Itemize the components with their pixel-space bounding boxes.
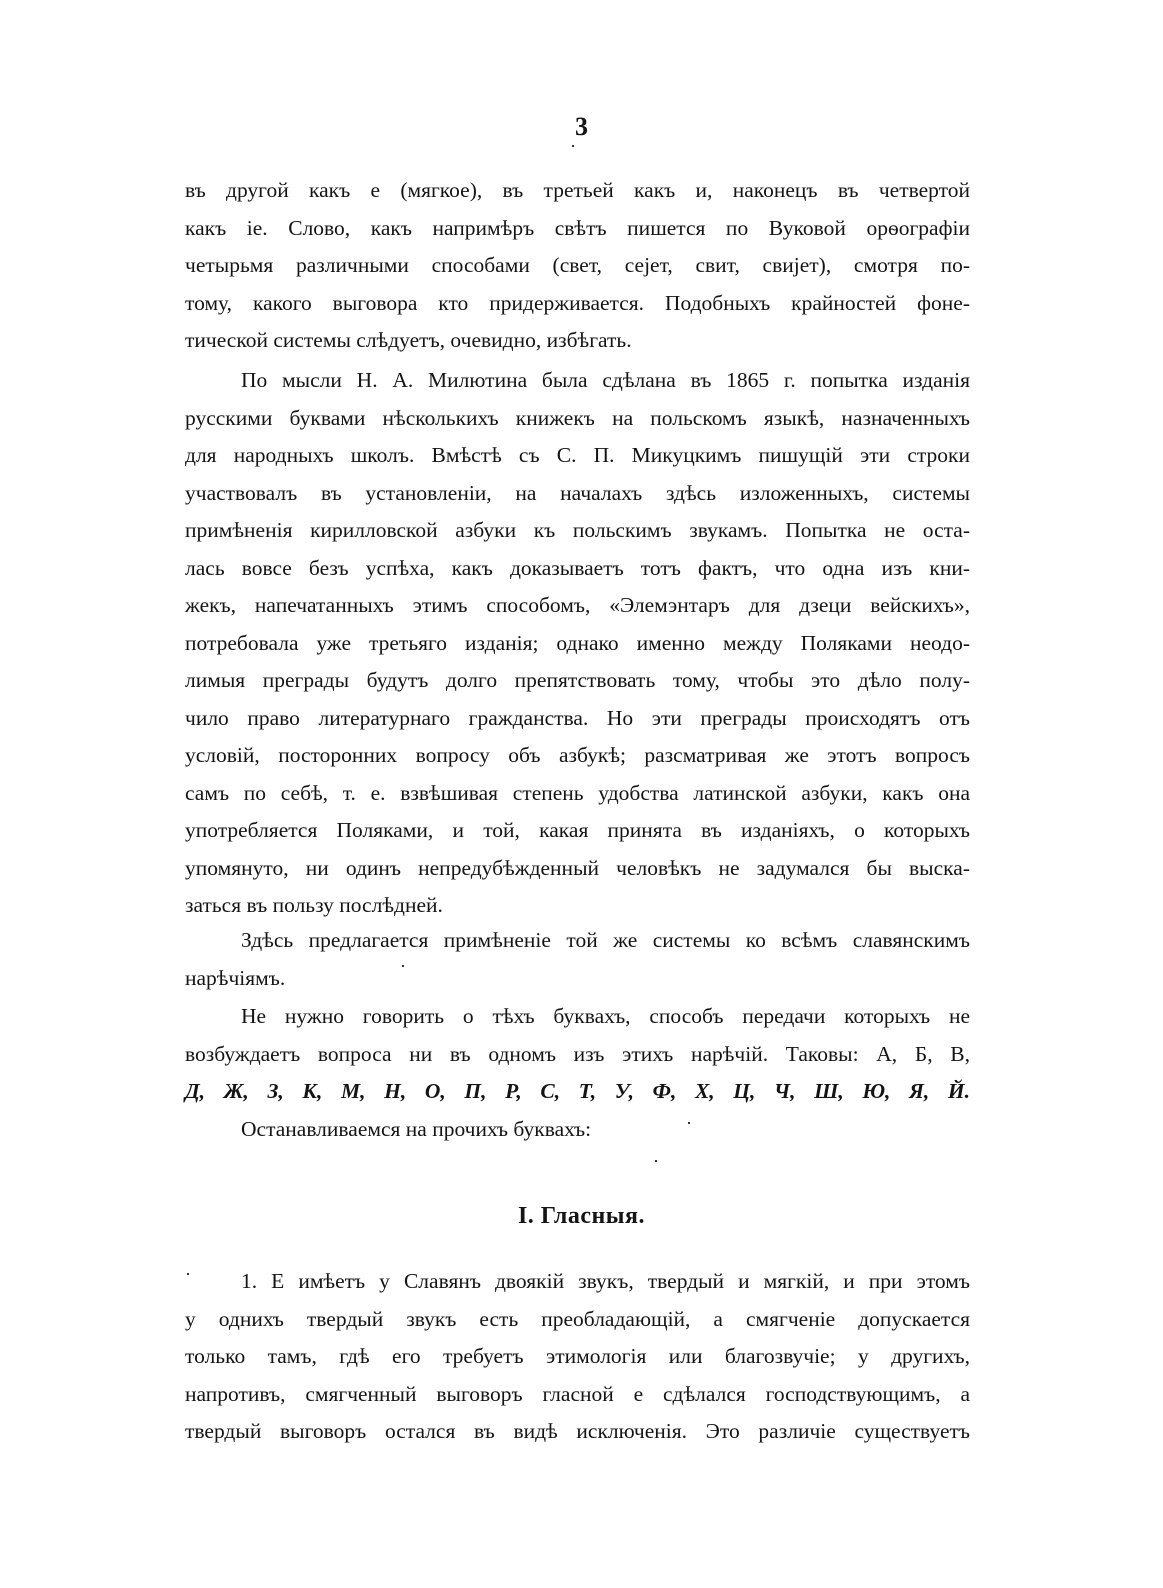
paragraph-2 — [185, 362, 970, 925]
scan-speck — [655, 1160, 657, 1162]
text-line: употребляется Поляками, и той, какая принята въ изданіяхъ, о которыхъ — [185, 818, 970, 842]
text-line: Здѣсь предлагается примѣненіе той же системы ко всѣмъ славянскимъ — [241, 928, 970, 952]
paragraph-4 — [185, 998, 970, 1148]
text-line: четырьмя различными способами (свет, сејет, свит, свијет), смотря по- — [185, 253, 970, 277]
text-line: 1. Е имѣетъ у Славянъ двоякій звукъ, твердый и мягкій, и при этомъ — [241, 1269, 970, 1293]
text-line: нарѣчіямъ. — [185, 965, 286, 990]
text-line: русскими буквами нѣсколькихъ книжекъ на польскомъ языкѣ, назначенныхъ — [185, 405, 970, 430]
scan-speck — [572, 145, 574, 147]
paragraph-3 — [185, 922, 970, 997]
text-line: условій, посторонних вопросу объ азбукѣ; разсматривая же этотъ вопросъ — [185, 743, 970, 767]
paragraph-1 — [185, 172, 970, 360]
text-line: какъ іе. Слово, какъ напримѣръ свѣтъ пишется по Вуковой орѳографіи — [185, 215, 970, 240]
text-line: По мысли Н. А. Милютина была сдѣлана въ 1865 г. попытка изданія — [241, 368, 970, 392]
text-line: Останавливаемся на прочихъ буквахъ: — [241, 1116, 592, 1141]
scan-speck — [688, 1122, 690, 1124]
text-line: возбуждаетъ вопроса ни въ одномъ изъ этихъ нарѣчій. Таковы: А, Б, В, — [185, 1041, 970, 1066]
text-line: примѣненія кирилловской азбуки къ польскимъ звукамъ. Попытка не оста- — [185, 518, 970, 542]
text-line: самъ по себѣ, т. е. взвѣшивая степень удобства латинской азбуки, какъ она — [185, 780, 970, 805]
page-number: 3 — [575, 112, 588, 141]
scan-speck — [187, 1273, 189, 1275]
scan-speck — [402, 965, 404, 967]
text-line: Не нужно говорить о тѣхъ буквахъ, способъ передачи которыхъ не — [241, 1004, 970, 1028]
text-line: потребовала уже третьяго изданія; однако именно между Поляками неодо- — [185, 630, 970, 655]
letters-line: Д, Ж, З, К, М, Н, О, П, Р, С, Т, У, Ф, Х, Ц, Ч, Ш, Ю, Я, Й. — [185, 1079, 970, 1103]
text-line: лимыя преграды будутъ долго препятствовать тому, чтобы это дѣло полу- — [185, 668, 970, 692]
text-line: въ другой какъ е (мягкое), въ третьей какъ и, наконецъ въ четвертой — [185, 178, 970, 202]
text-line: чило право литературнаго гражданства. Но эти преграды происходятъ отъ — [185, 705, 970, 730]
text-line: твердый выговоръ остался въ видѣ исключенія. Это различіе существуетъ — [185, 1419, 970, 1443]
text-line: жекъ, напечатанныхъ этимъ способомъ, «Элемэнтаръ для дзеци вейскихъ», — [185, 593, 970, 617]
paragraph-6 — [185, 1263, 970, 1451]
text-line: только тамъ, гдѣ его требуетъ этимологія или благозвучіе; у другихъ, — [185, 1344, 970, 1368]
text-line: для народныхъ школъ. Вмѣстѣ съ С. П. Микуцкимъ пишущій эти строки — [185, 443, 970, 467]
text-line: упомянуто, ни одинъ непредубѣжденный человѣкъ не задумался бы выска- — [185, 855, 970, 880]
text-line: у однихъ твердый звукъ есть преобладающій, а смягченіе допускается — [185, 1306, 970, 1331]
text-line: заться въ пользу послѣдней. — [185, 893, 443, 917]
text-line: напротивъ, смягченный выговоръ гласной е сдѣлался господствующимъ, а — [185, 1381, 970, 1406]
section-heading: I. Гласныя. — [517, 1203, 646, 1229]
text-line: лась вовсе безъ успѣха, какъ доказываетъ тотъ фактъ, что одна изъ кни- — [185, 555, 970, 580]
text-line: тической системы слѣдуетъ, очевидно, избѣгать. — [185, 328, 632, 352]
text-line: тому, какого выговора кто придерживается. Подобныхъ крайностей фоне- — [185, 290, 970, 315]
text-line: участвовалъ въ установленіи, на началахъ здѣсь изложенныхъ, системы — [185, 480, 970, 505]
